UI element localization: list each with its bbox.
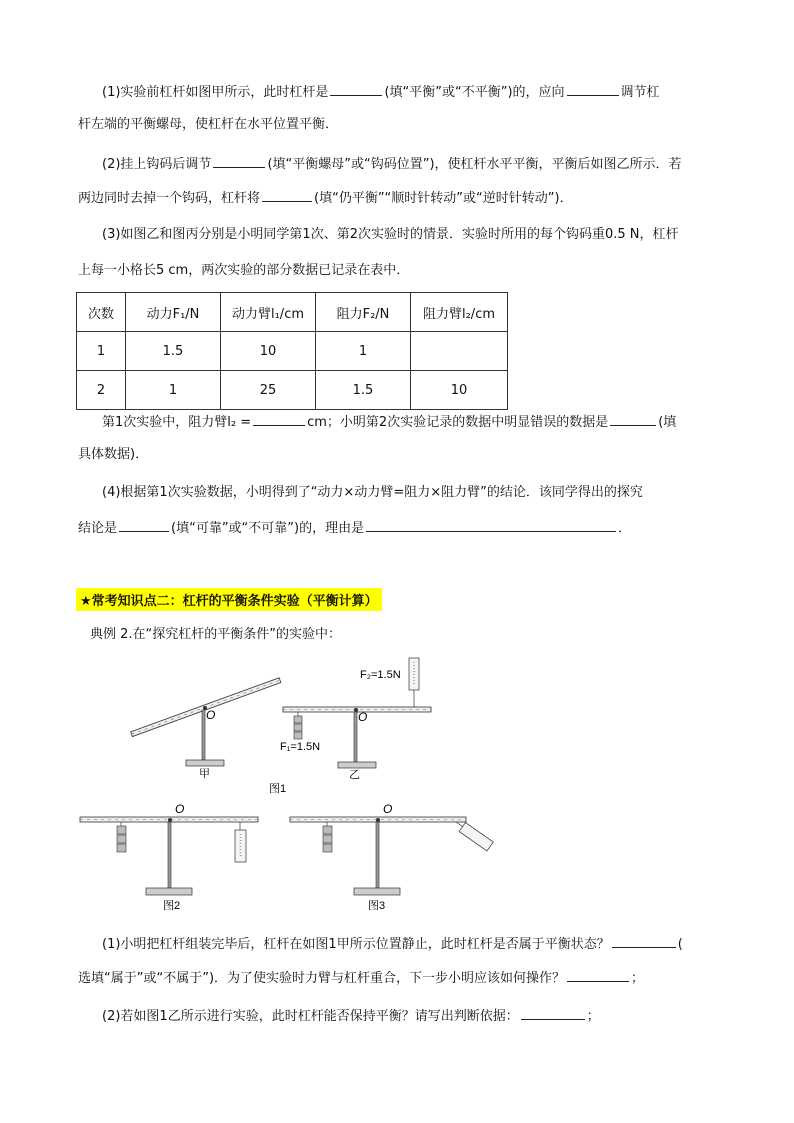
p1-text-b: ( <box>677 937 683 952</box>
data-table <box>76 292 508 410</box>
q2-blank-1[interactable] <box>213 154 265 168</box>
q1-number: (1) <box>102 85 121 100</box>
table-header-cell: 次数 <box>77 293 126 332</box>
q3b-text-b: cm；小明第2次实验记录的数据中明显错误的数据是 <box>307 415 609 430</box>
pivot-label: O <box>206 708 216 722</box>
figure-1-label: 图1 <box>269 783 287 795</box>
table-cell: 10 <box>221 332 316 371</box>
q1-line2 <box>78 116 338 134</box>
example-text: 典例 2.在“探究杠杆的平衡条件”的实验中： <box>90 627 342 642</box>
q1-line1 <box>102 82 660 102</box>
figure-3 <box>290 802 493 912</box>
table-cell: 25 <box>221 371 316 410</box>
q3b-text-d: 具体数据)． <box>78 447 149 462</box>
q4-line1 <box>102 484 643 502</box>
q4-text-b: (填“可靠”或“不可靠”)的，理由是 <box>171 521 365 536</box>
q3-text-1: 如图乙和图丙分别是小明同学第1次、第2次实验时的情景．实验时所用的每个钩码重0.5 N，杠杆 <box>120 227 679 242</box>
figure-1-jia <box>131 678 281 780</box>
q2-line1 <box>102 154 682 174</box>
q2-text-c: 两边同时去掉一个钩码，杠杆将 <box>78 191 261 206</box>
table-cell[interactable] <box>411 332 508 371</box>
figure-2-label: 图2 <box>163 900 181 912</box>
q3-text-2: 上每一小格长5 cm，两次实验的部分数据已记录在表中． <box>78 263 410 278</box>
q2-number: (2) <box>102 157 121 172</box>
table-cell: 1.5 <box>126 332 221 371</box>
q3-number: (3) <box>102 227 121 242</box>
q3b-text-c: (填 <box>658 415 677 430</box>
p1-text-a: 小明把杠杆组装完毕后，杠杆在如图1甲所示位置静止，此时杠杆是否属于平衡状态？ <box>120 937 610 952</box>
figure-yi-label: 乙 <box>349 769 360 781</box>
table-header-cell: 动力F₁/N <box>126 293 221 332</box>
table-cell: 10 <box>411 371 508 410</box>
table-row <box>77 371 508 410</box>
table-cell: 2 <box>77 371 126 410</box>
q1-text-a: 实验前杠杆如图甲所示，此时杠杆是 <box>120 85 329 100</box>
force-f2-label: F₂=1.5N <box>360 669 401 681</box>
figure-3-label: 图3 <box>368 900 386 912</box>
p1-blank-1[interactable] <box>612 934 676 948</box>
table-cell: 1.5 <box>316 371 411 410</box>
table-header-cell: 阻力F₂/N <box>316 293 411 332</box>
figure-2 <box>80 802 258 912</box>
q4-blank-2[interactable] <box>366 518 616 532</box>
q3b-line2 <box>78 446 148 464</box>
table-header-cell: 动力臂l₁/cm <box>221 293 316 332</box>
q3b-text-a: 第1次实验中，阻力臂l₂ = <box>102 415 252 430</box>
table-row <box>77 332 508 371</box>
q1-text-2: 杆左端的平衡螺母，使杠杆在水平位置平衡． <box>78 117 339 132</box>
figure-jia-label: 甲 <box>199 768 210 780</box>
table-cell: 1 <box>316 332 411 371</box>
p1-number: (1) <box>102 937 121 952</box>
table-header-row <box>77 293 508 332</box>
pivot-label: O <box>175 802 185 816</box>
p1-line1 <box>102 934 683 954</box>
table-header-cell: 阻力臂l₂/cm <box>411 293 508 332</box>
p2-blank-1[interactable] <box>521 1006 585 1020</box>
q2-blank-2[interactable] <box>262 188 312 202</box>
pivot-label: O <box>383 802 393 816</box>
q3-line1 <box>102 226 679 244</box>
q2-line2 <box>78 188 573 208</box>
p1-text-d: ； <box>631 971 645 986</box>
p2-number: (2) <box>102 1009 121 1024</box>
q4-number: (4) <box>102 485 121 500</box>
p1-text-c: 选填“属于”或“不属于”)．为了使实验时力臂与杠杆重合，下一步小明应该如何操作？ <box>78 971 566 986</box>
q1-text-c: 调节杠 <box>620 85 660 100</box>
q1-text-b: (填“平衡”或“不平衡”)的，应向 <box>384 85 565 100</box>
p2-text-a: 若如图1乙所示进行实验，此时杠杆能否保持平衡？请写出判断依据： <box>120 1009 519 1024</box>
q3-line2 <box>78 262 409 280</box>
p2-line1 <box>102 1006 600 1026</box>
q2-text-b: (填“平衡螺母”或“钩码位置”)，使杠杆水平平衡，平衡后如图乙所示．若 <box>267 157 682 172</box>
table-cell: 1 <box>77 332 126 371</box>
q3b-line1 <box>102 412 676 432</box>
q1-blank-1[interactable] <box>330 82 382 96</box>
force-f1-label: F₁=1.5N <box>280 741 321 753</box>
q1-blank-2[interactable] <box>567 82 619 96</box>
p1-line2 <box>78 968 644 988</box>
q3b-blank-1[interactable] <box>253 412 305 426</box>
q4-text-1: 根据第1次实验数据，小明得到了“动力×动力臂=阻力×阻力臂”的结论．该同学得出的探究 <box>120 485 643 500</box>
table-cell: 1 <box>126 371 221 410</box>
p2-text-b: ； <box>586 1009 600 1024</box>
q2-text-a: 挂上钩码后调节 <box>120 157 212 172</box>
q2-text-d: (填“仍平衡”“顺时针转动”或“逆时针转动”)． <box>314 191 573 206</box>
section-title: ★常考知识点二：杠杆的平衡条件实验（平衡计算） <box>76 588 382 611</box>
figure-1-yi <box>280 658 431 781</box>
q4-text-c: ． <box>618 521 632 536</box>
example-intro <box>90 626 341 644</box>
p1-blank-2[interactable] <box>567 968 629 982</box>
lever-figures <box>0 650 794 920</box>
q4-line2 <box>78 518 631 538</box>
q3b-blank-2[interactable] <box>610 412 656 426</box>
pivot-label: O <box>358 710 368 724</box>
q4-text-a: 结论是 <box>78 521 118 536</box>
q4-blank-1[interactable] <box>119 518 169 532</box>
